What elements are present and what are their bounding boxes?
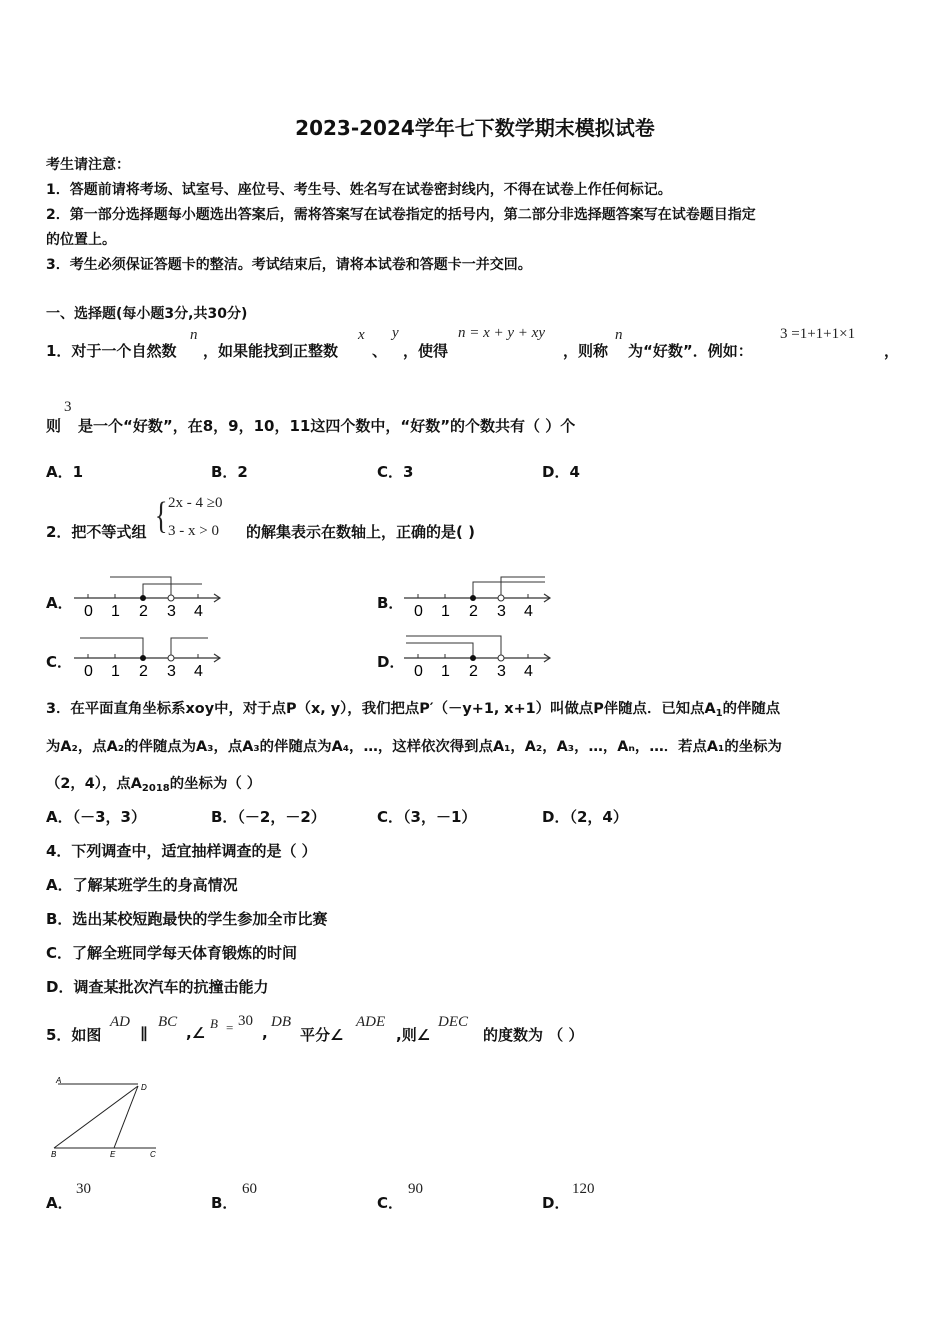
- q2-option-d-label[interactable]: D．: [377, 653, 405, 671]
- q5-math-db: DB: [271, 1014, 291, 1030]
- q1-text-line2: 则: [46, 417, 62, 435]
- q1-text: ，使得: [403, 342, 449, 360]
- q5-math-bc: BC: [158, 1014, 178, 1030]
- q1-option-a[interactable]: A．1: [46, 463, 84, 481]
- q1-text: 、: [372, 342, 388, 360]
- q1-math-equation: n = x + y + xy: [458, 325, 545, 341]
- q2-option-a-label[interactable]: A．: [46, 594, 73, 612]
- q2-inequality-1: 2x - 4 ≥0: [168, 495, 223, 511]
- q5-text: ,∠: [186, 1024, 206, 1042]
- q3-option-d[interactable]: D．（2，4）: [542, 808, 628, 826]
- tick-label: 3: [167, 663, 176, 680]
- q3-option-a[interactable]: A．（－3，3）: [46, 808, 146, 826]
- q2-inequality-2: 3 - x > 0: [168, 523, 219, 539]
- q1-math-3: 3: [64, 399, 72, 415]
- q2-brace: {: [154, 495, 168, 537]
- q1-text-line2: 是一个“好数”，在8，9，10，11这四个数中，“好数”的个数共有（ ）个: [78, 417, 576, 435]
- q4-option-d[interactable]: D．调查某批次汽车的抗撞击能力: [46, 978, 269, 996]
- tick-label: 2: [469, 603, 478, 620]
- q5-math-b: B: [210, 1016, 218, 1031]
- tick-label: 3: [167, 603, 176, 620]
- tick-label: 0: [414, 603, 423, 620]
- q5-option-c-value: 90: [408, 1181, 423, 1197]
- q2-text: 的解集表示在数轴上，正确的是( ): [246, 523, 475, 541]
- q1-text: 为“好数”．例如：: [628, 342, 753, 360]
- tick-label: 0: [84, 603, 93, 620]
- tick-label: 0: [84, 663, 93, 680]
- q1-text: ，: [884, 342, 900, 360]
- q5-parallel: ∥: [140, 1024, 148, 1042]
- q4-option-a[interactable]: A．了解某班学生的身高情况: [46, 876, 238, 894]
- tick-label: 3: [497, 603, 506, 620]
- number-line-b[interactable]: [400, 570, 560, 620]
- q5-option-b-value: 60: [242, 1181, 257, 1197]
- q5-math-dec: DEC: [438, 1014, 468, 1030]
- q3-option-c[interactable]: C．（3，－1）: [377, 808, 477, 826]
- q1-math-y: y: [392, 325, 399, 341]
- q5-equals: =: [226, 1020, 234, 1035]
- q1-text: ，则称: [563, 342, 609, 360]
- q5-text: ,则∠: [396, 1026, 431, 1044]
- number-line-d[interactable]: [400, 630, 560, 680]
- tick-label: 4: [194, 663, 203, 680]
- tick-label: 2: [469, 663, 478, 680]
- figure-label-d: D: [141, 1083, 147, 1092]
- q3-line-1: 3．在平面直角坐标系xoy中，对于点P（x, y），我们把点P′（－y+1, x+1）叫做点P伴随点．已知点$A_1$的伴随点: [46, 701, 781, 719]
- number-line-a[interactable]: [70, 570, 230, 620]
- q1-option-d[interactable]: D．4: [542, 463, 580, 481]
- q5-math-ade: ADE: [356, 1014, 386, 1030]
- q4-option-c[interactable]: C．了解全班同学每天体育锻炼的时间: [46, 944, 298, 962]
- q5-option-d-value: 120: [572, 1181, 595, 1197]
- page-title: 2023-2024学年七下数学期末模拟试卷: [295, 116, 655, 140]
- q1-math-example: 3 =1+1+1×1: [780, 326, 856, 342]
- tick-label: 3: [497, 663, 506, 680]
- figure-label-c: C: [150, 1150, 156, 1159]
- q1-option-c[interactable]: C．3: [377, 463, 414, 481]
- tick-label: 1: [441, 663, 450, 680]
- figure-label-e: E: [110, 1150, 116, 1159]
- q2-text: 2．把不等式组: [46, 523, 147, 541]
- tick-label: 1: [111, 663, 120, 680]
- tick-label: 4: [524, 603, 533, 620]
- q3-line-3: （2，4），点$A_{2018}$的坐标为（ ）: [46, 776, 262, 794]
- q1-text: 1．对于一个自然数: [46, 342, 177, 360]
- q5-text: 的度数为 （ ）: [483, 1026, 584, 1044]
- tick-label: 1: [111, 603, 120, 620]
- q1-text: ，如果能找到正整数: [203, 342, 339, 360]
- q5-option-c-label[interactable]: C．: [377, 1194, 404, 1212]
- tick-label: 1: [441, 603, 450, 620]
- number-line-c[interactable]: [70, 630, 230, 680]
- notice-item-1: 1．答题前请将考场、试室号、座位号、考生号、姓名写在试卷密封线内，不得在试卷上作任何标记。: [46, 182, 672, 198]
- q2-option-c-label[interactable]: C．: [46, 653, 73, 671]
- q5-text: 5．如图: [46, 1026, 102, 1044]
- tick-label: 4: [524, 663, 533, 680]
- figure-label-b: B: [51, 1150, 57, 1159]
- q5-option-b-label[interactable]: B．: [211, 1194, 238, 1212]
- notice-heading: 考生请注意：: [46, 157, 130, 173]
- q5-option-d-label[interactable]: D．: [542, 1194, 570, 1212]
- q1-math-x: x: [358, 327, 365, 343]
- notice-item-3: 3．考生必须保证答题卡的整洁。考试结束后，请将本试卷和答题卡一并交回。: [46, 257, 532, 273]
- q5-text: 平分∠: [300, 1026, 344, 1044]
- q5-option-a-label[interactable]: A．: [46, 1194, 73, 1212]
- tick-label: 2: [139, 603, 148, 620]
- q5-math-ad: AD: [110, 1014, 130, 1030]
- q4-stem: 4．下列调查中，适宜抽样调查的是（ ）: [46, 842, 317, 860]
- tick-label: 0: [414, 663, 423, 680]
- q5-option-a-value: 30: [76, 1181, 91, 1197]
- q1-math-n2: n: [615, 327, 623, 343]
- q5-text: ,: [262, 1024, 268, 1042]
- tick-label: 2: [139, 663, 148, 680]
- tick-label: 4: [194, 603, 203, 620]
- q5-math-30: 30: [238, 1013, 253, 1029]
- section-heading: 一、选择题(每小题3分,共30分): [46, 306, 248, 322]
- notice-item-2-cont: 的位置上。: [46, 232, 116, 248]
- q1-math-n: n: [190, 327, 198, 343]
- notice-item-2: 2．第一部分选择题每小题选出答案后，需将答案写在试卷指定的括号内，第二部分非选择题答案写在试卷题目指定: [46, 207, 756, 223]
- q2-option-b-label[interactable]: B．: [377, 594, 404, 612]
- q3-option-b[interactable]: B．（－2，－2）: [211, 808, 326, 826]
- q4-option-b[interactable]: B．选出某校短跑最快的学生参加全市比赛: [46, 910, 328, 928]
- q3-line-2: 为A₂，点A₂的伴随点为A₃，点A₃的伴随点为A₄，…，这样依次得到点A₁，A₂，A₃，…，Aₙ，…．若点A₁的坐标为: [46, 739, 782, 755]
- q5-figure: [46, 1072, 166, 1164]
- q1-option-b[interactable]: B．2: [211, 463, 248, 481]
- figure-label-a: A: [56, 1076, 62, 1085]
